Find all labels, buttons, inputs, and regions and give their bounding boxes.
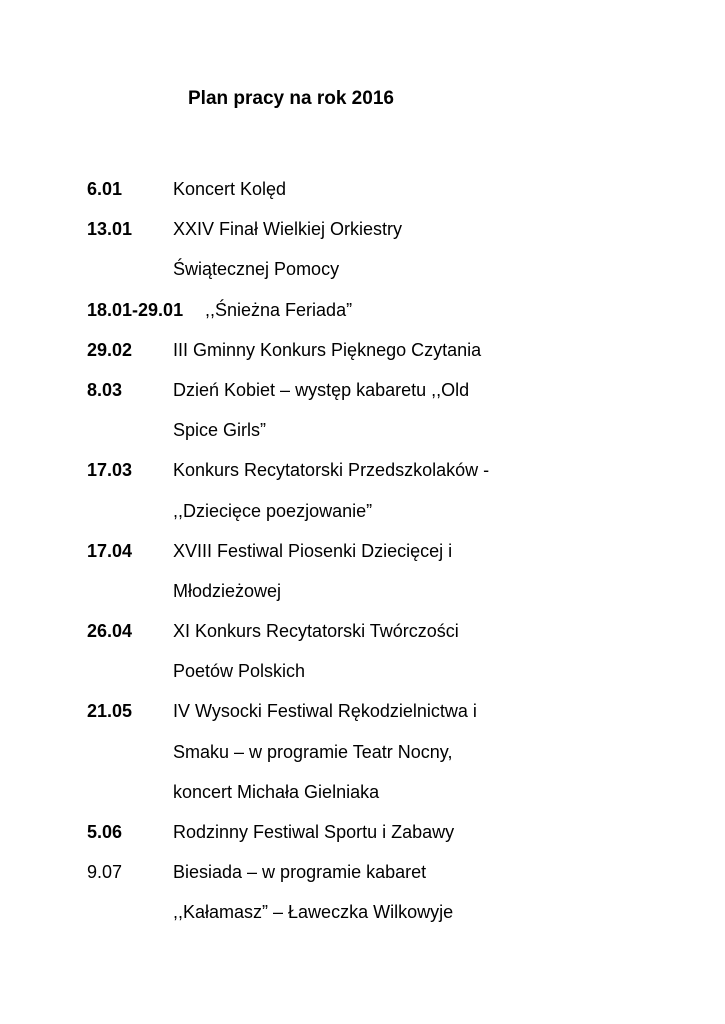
event-list	[87, 169, 687, 933]
event-description: XVIII Festiwal Piosenki Dziecięcej i	[173, 540, 453, 561]
list-item-continuation	[87, 410, 687, 450]
page-title: Plan pracy na rok 2016	[188, 88, 394, 109]
event-date: 9.07	[87, 862, 123, 883]
list-item	[87, 330, 687, 370]
event-description: Smaku – w programie Teatr Nocny,	[173, 741, 453, 762]
event-date: 26.04	[87, 621, 133, 642]
list-item	[87, 450, 687, 490]
event-description: Młodzieżowej	[173, 580, 282, 601]
list-item	[87, 370, 687, 410]
event-date: 21.05	[87, 701, 133, 722]
event-date: 17.04	[87, 540, 133, 561]
list-item	[87, 691, 687, 731]
list-item-continuation	[87, 249, 687, 289]
list-item	[87, 531, 687, 571]
event-description: XXIV Finał Wielkiej Orkiestry	[173, 219, 403, 240]
event-date: 18.01-29.01	[87, 299, 184, 320]
list-item	[87, 209, 687, 249]
event-date: 6.01	[87, 179, 123, 199]
event-description: IV Wysocki Festiwal Rękodzielnictwa i	[173, 701, 477, 722]
event-description: ,,Dziecięce poezjowanie”	[173, 500, 373, 521]
event-date: 13.01	[87, 219, 133, 240]
event-date: 17.03	[87, 460, 133, 481]
event-description: Spice Girls”	[173, 420, 267, 441]
event-date: 29.02	[87, 339, 133, 360]
event-description: XI Konkurs Recytatorski Twórczości	[173, 621, 459, 642]
list-item-continuation	[87, 491, 687, 531]
list-item	[87, 290, 687, 330]
list-item-continuation	[87, 651, 687, 691]
list-item	[87, 611, 687, 651]
list-item-continuation	[87, 772, 687, 812]
event-description: Koncert Kolęd	[173, 179, 287, 199]
event-description: Świątecznej Pomocy	[173, 259, 340, 280]
event-description: Konkurs Recytatorski Przedszkolaków -	[173, 460, 490, 481]
list-item	[87, 812, 687, 852]
event-description: koncert Michała Gielniaka	[173, 781, 380, 802]
event-description: ,,Śnieżna Feriada”	[205, 299, 353, 320]
event-description: Biesiada – w programie kabaret	[173, 862, 427, 883]
list-item-continuation	[87, 571, 687, 611]
event-date: 8.03	[87, 379, 123, 400]
event-description: Rodzinny Festiwal Sportu i Zabawy	[173, 822, 455, 842]
event-description: III Gminny Konkurs Pięknego Czytania	[173, 339, 482, 360]
event-description: ,,Kałamasz” – Ławeczka Wilkowyje	[173, 902, 454, 923]
list-item	[87, 169, 687, 209]
list-item	[87, 852, 687, 892]
event-date: 5.06	[87, 822, 123, 842]
list-item-continuation	[87, 732, 687, 772]
event-description: Dzień Kobiet – występ kabaretu ,,Old	[173, 379, 470, 400]
list-item-continuation	[87, 892, 687, 932]
event-description: Poetów Polskich	[173, 661, 306, 682]
